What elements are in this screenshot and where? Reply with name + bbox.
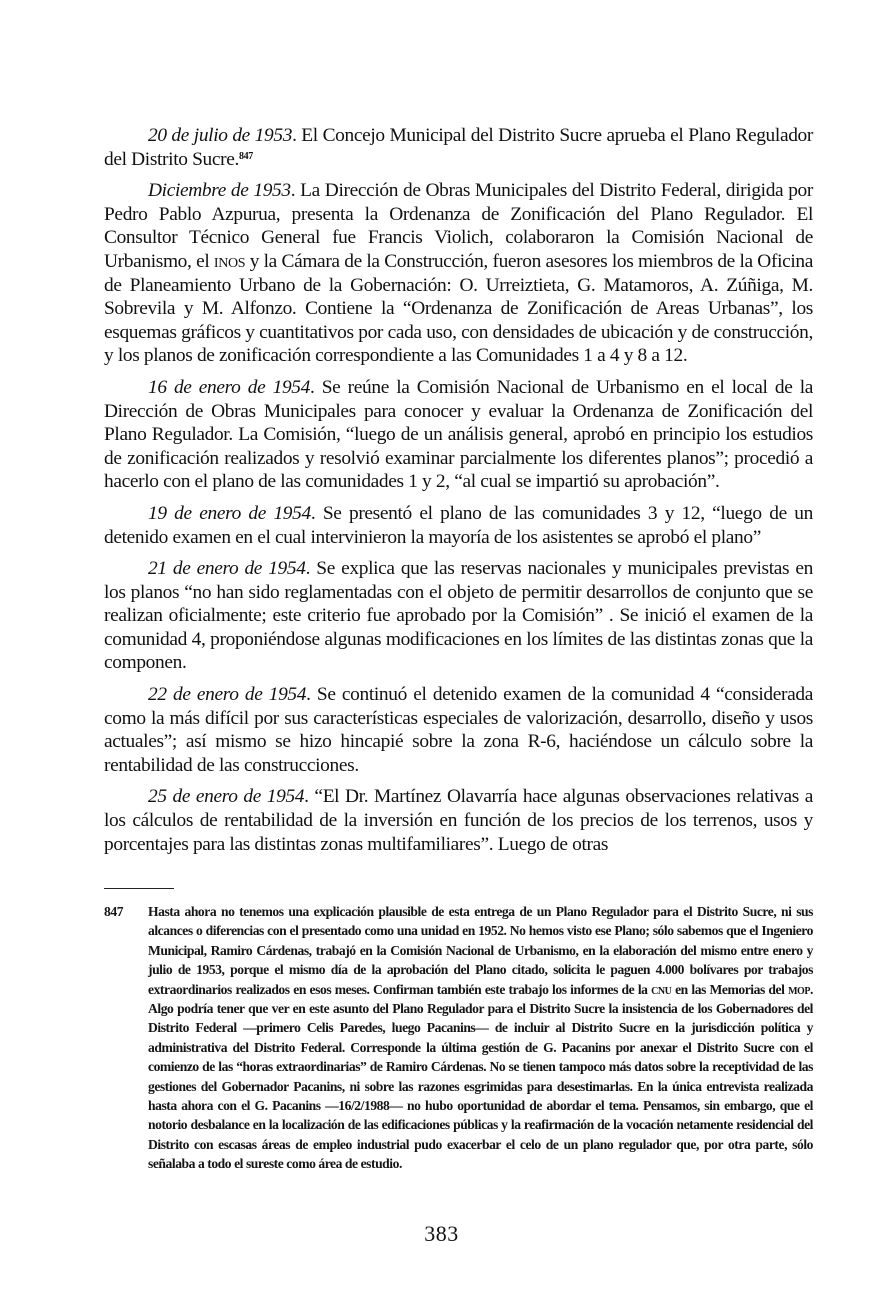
footnote-text-part: . Algo podría tener que ver en este asunto del Plano Regulador para el Distrito Sucre la insistencia de los Gobernadores del Distrito Federal —primero Celis Paredes, luego Pacanins— de incluir al Distrito Sucre en la jurisdicción política y administrativa del Distrito Federal. Corresponde la última gestión de G. Pacanins por anexar el Distrito Sucre con el comienzo de las “horas extraordinarias” de Ramiro Cárdenas. No se tienen tampoco más datos sobre la receptividad de las gestiones del Gobernador Pacanins, ni sobre las razones esgrimidas para desestimarlas. En la única entrevista realizada hasta ahora con el G. Pacanins —16/2/1988— no hubo oportunidad de abordar el tema. Pensamos, sin embargo, que el notorio desbalance en la localización de las edificaciones públicas y la reafirmación de la vocación netamente residencial del Distrito con escasas áreas de empleo industrial pudo exacerbar el celo de un plano regulador que, por otra parte, sólo señalaba a todo el sureste como área de estudio. [148, 981, 813, 1172]
entry-date: Diciembre de 1953 [148, 180, 291, 202]
footnote-text-part: Hasta ahora no tenemos una explicación plausible de esta entrega de un Plano Regulador para el Distrito Sucre, ni sus alcances o diferencias con el presentado como una unidad en 1952. No hemos visto ese Plano; sólo sabemos que el Ingeniero Municipal, Ramiro Cárdenas, trabajó en la Comisión Nacional de Urbanismo, en la elaboración del mismo entre enero y julio de 1953, porque el mismo día de la aprobación del Plano citado, solicita le paguen 4.000 bolívares por trabajos extraordinarios realizados en esos meses. Confirman también este trabajo los informes de la [148, 904, 813, 997]
abbreviation-cnu: cnu [651, 981, 672, 997]
entry-text-continued: y la Cámara de la Construcción, fueron asesores los miembros de la Oficina de Planeamiento Urbano de la Gobernación: O. Urreiztieta, G. Matamoros, A. Zúñiga, M. Sobrevila y M. Alfonzo. Contiene la “Ordenanza de Zonificación de Areas Urbanas”, los esquemas gráficos y cuantitativos por cada uso, con densidades de ubicación y de construcción, y los planos de zonificación correspondiente a las Comunidades 1 a 4 y 8 a 12. [104, 250, 814, 367]
footnote-text-part: en las Memorias del [671, 981, 789, 997]
entry-text: . Se continuó el detenido examen de la comunidad 4 “considerada como la más difícil por sus características especiales de valorización, desarrollo, diseño y usos actuales”; así mismo se hizo hincapié sobre la zona R-6, haciéndose un cálculo sobre la rentabilidad de las construcciones. [104, 684, 813, 776]
footnote-number: 847 [104, 904, 124, 919]
entry-text: . La Dirección de Obras Municipales del Distrito Federal, dirigida por Pedro Pablo Azpurua, presenta la Ordenanza de Zonificación del Plano Regulador. El Consultor Técnico General fue Francis Violich, colaboraron la Comisión Nacional de Urbanismo, el [104, 180, 813, 272]
abbreviation-inos: inos [213, 250, 246, 272]
entry-date: 16 de enero de 1954 [148, 376, 310, 398]
entry-text: . El Concejo Municipal del Distrito Sucre aprueba el Plano Regulador del Distrito Sucre. [104, 125, 813, 170]
entry-date: 21 de enero de 1954 [148, 558, 306, 580]
paragraph-1954-01-16 [104, 376, 813, 494]
entry-date: 25 de enero de 1954 [148, 786, 305, 808]
entry-date: 20 de julio de 1953 [148, 125, 293, 146]
paragraph-1954-01-22 [104, 683, 813, 777]
paragraph-1954-01-21 [104, 557, 813, 675]
footnote-text [148, 902, 813, 1174]
footnote-separator [104, 888, 174, 889]
footnote-847 [104, 902, 813, 1174]
entry-text: . Se explica que las reservas nacionales y municipales previstas en los planos “no han sido reglamentadas con el objeto de permitir desarrollos de conjunto que se realizan oficialmente; este criterio fue aprobado por la Comisión” . Se inició el examen de la comunidad 4, proponiéndose algunas modificaciones en los límites de las distintas zonas que la componen. [104, 558, 814, 674]
paragraph-1954-01-19 [104, 502, 813, 549]
page-number: 383 [424, 1221, 459, 1246]
abbreviation-mop: mop [788, 981, 811, 997]
entry-text: . “El Dr. Martínez Olavarría hace algunas observaciones relativas a los cálculos de rentabilidad de la inversión en función de los precios de los terrenos, usos y porcentajes para las distintas zonas multifamiliares”. Luego de otras [104, 786, 813, 855]
paragraph-1953-12 [104, 179, 813, 368]
footnote-reference[interactable]: 847 [238, 150, 253, 162]
paragraph-1953-07-20 [104, 124, 813, 171]
paragraph-1954-01-25 [104, 785, 813, 856]
entry-text: . Se reúne la Comisión Nacional de Urbanismo en el local de la Dirección de Obras Municipales para conocer y evaluar la Ordenanza de Zonificación del Plano Regulador. La Comisión, “luego de un análisis general, aprobó en principio los estudios de zonificación realizados y resolvió examinar parcialmente los diferentes planos”; procedió a hacerlo con el plano de las comunidades 1 y 2, “al cual se impartió su aprobación”. [104, 376, 813, 493]
entry-date: 22 de enero de 1954 [148, 684, 307, 706]
entry-date: 19 de enero de 1954 [148, 502, 311, 524]
main-text [104, 124, 813, 864]
entry-text: . Se presentó el plano de las comunidades 3 y 12, “luego de un detenido examen en el cual intervinieron la mayoría de los asistentes se aprobó el plano” [104, 502, 813, 548]
